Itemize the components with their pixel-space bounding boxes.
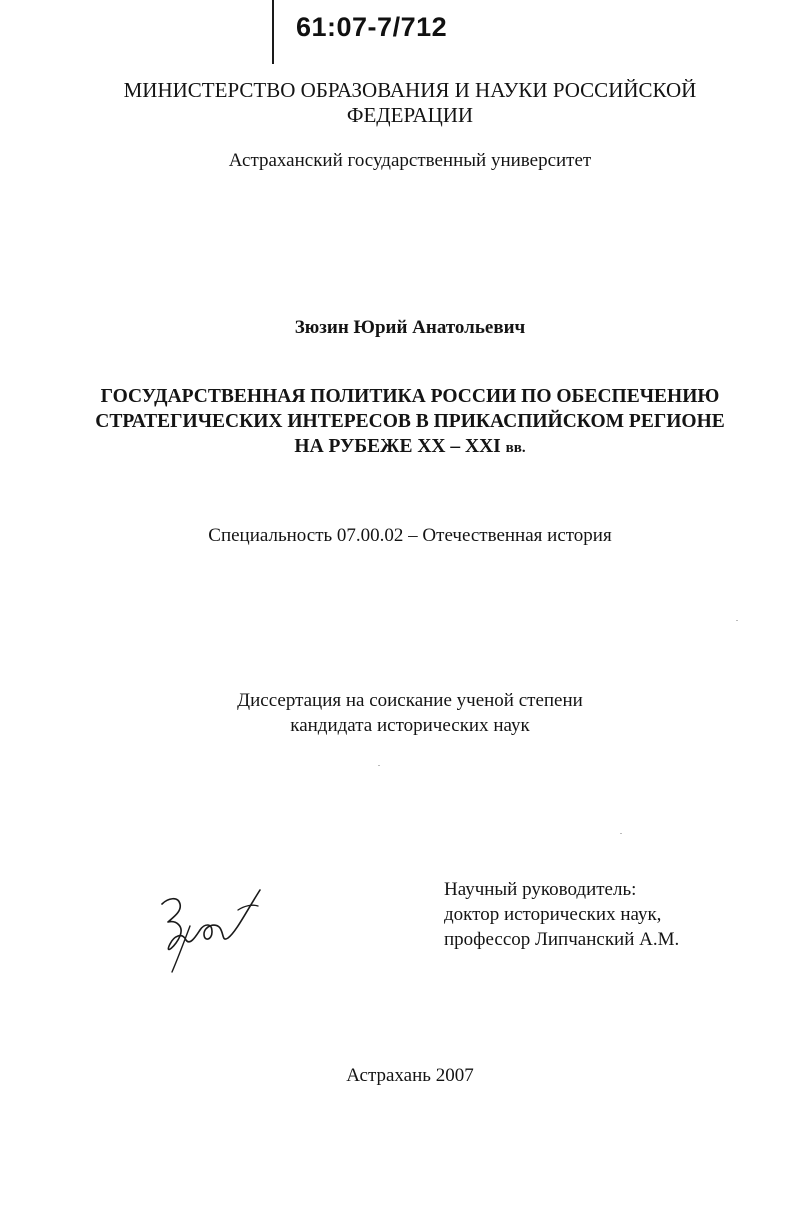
ministry-line-1: МИНИСТЕРСТВО ОБРАЗОВАНИЯ И НАУКИ РОССИЙСКОЙ [123,78,697,102]
specialty: Специальность 07.00.02 – Отечественная история [208,525,612,546]
supervisor-block [444,877,764,952]
ministry-line-2: ФЕДЕРАЦИИ [346,103,474,127]
degree-line-2: кандидата исторических наук [290,715,530,736]
handwritten-signature [150,882,275,982]
title-line-3-suffix: вв. [505,440,526,456]
university-name: Астраханский государственный университет [228,150,592,171]
supervisor-name: профессор Липчанский А.М. [444,929,680,950]
degree-statement [110,688,710,738]
title-line-1: ГОСУДАРСТВЕННАЯ ПОЛИТИКА РОССИИ ПО ОБЕСПЕЧЕНИЮ [100,386,720,407]
catalog-margin-line [272,0,274,64]
supervisor-role: Научный руководитель: [444,879,637,900]
author-name: Зюзин Юрий Анатольевич [294,317,526,338]
degree-line-1: Диссертация на соискание ученой степени [237,690,583,711]
catalog-number: 61:07-7/712 [296,12,448,42]
title-line-2: СТРАТЕГИЧЕСКИХ ИНТЕРЕСОВ В ПРИКАСПИЙСКОМ РЕГИОНЕ [95,411,725,432]
scan-speck [378,765,380,766]
title-line-3-main: НА РУБЕЖЕ XX – XXI [294,436,501,457]
ministry-header [100,78,720,128]
dissertation-title [60,384,760,461]
city-year: Астрахань 2007 [346,1065,474,1086]
scan-speck [736,620,738,621]
scan-speck [620,833,622,834]
supervisor-degree: доктор исторических наук, [444,904,662,925]
title-line-3 [60,434,760,461]
